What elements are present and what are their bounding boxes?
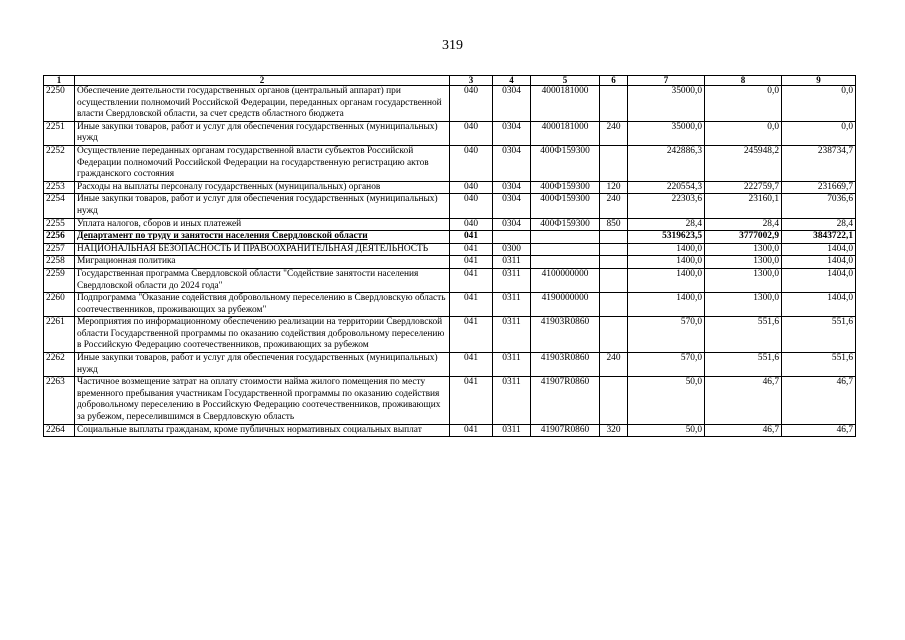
row-target-code: [531, 256, 600, 269]
row-amount-col9: 7036,6: [782, 194, 856, 218]
row-number: 2250: [44, 86, 75, 122]
row-target-code: 4190000000: [531, 293, 600, 317]
col-header: 2: [75, 76, 450, 86]
table-row: [44, 231, 856, 244]
row-grbs-code: 040: [450, 181, 493, 194]
row-section-code: 0311: [493, 353, 531, 377]
table-row: [44, 181, 856, 194]
col-header: 9: [782, 76, 856, 86]
row-grbs-code: 041: [450, 256, 493, 269]
row-expense-type-code: [600, 268, 628, 292]
row-amount-col7: 5319623,5: [628, 231, 705, 244]
row-number: 2253: [44, 181, 75, 194]
row-name: Государственная программа Свердловской области "Содействие занятости населения Свердловской области до 2024 года": [75, 268, 450, 292]
row-section-code: [493, 231, 531, 244]
table-row: [44, 145, 856, 181]
row-amount-col8: 46,7: [705, 424, 782, 437]
col-header: 1: [44, 76, 75, 86]
row-grbs-code: 041: [450, 424, 493, 437]
row-target-code: 4000181000: [531, 121, 600, 145]
row-target-code: 41907R0860: [531, 424, 600, 437]
table-row: [44, 218, 856, 231]
row-amount-col9: 231669,7: [782, 181, 856, 194]
col-header: 5: [531, 76, 600, 86]
row-grbs-code: 041: [450, 317, 493, 353]
row-amount-col8: 3777002,9: [705, 231, 782, 244]
row-expense-type-code: 320: [600, 424, 628, 437]
row-amount-col7: 570,0: [628, 317, 705, 353]
row-number: 2259: [44, 268, 75, 292]
row-amount-col7: 50,0: [628, 424, 705, 437]
row-number: 2256: [44, 231, 75, 244]
row-name: Подпрограмма "Оказание содействия добровольному переселению в Свердловскую область соотечественников, проживающих за рубежом": [75, 293, 450, 317]
header-row: [44, 76, 856, 86]
row-amount-col7: 22303,6: [628, 194, 705, 218]
row-grbs-code: 040: [450, 194, 493, 218]
row-amount-col9: 1404,0: [782, 268, 856, 292]
row-number: 2261: [44, 317, 75, 353]
row-amount-col8: 222759,7: [705, 181, 782, 194]
table-row: [44, 353, 856, 377]
row-number: 2254: [44, 194, 75, 218]
row-expense-type-code: 240: [600, 353, 628, 377]
row-amount-col9: 0,0: [782, 121, 856, 145]
row-grbs-code: 040: [450, 86, 493, 122]
row-amount-col9: 0,0: [782, 86, 856, 122]
row-amount-col8: 1300,0: [705, 268, 782, 292]
row-target-code: 400Ф159300: [531, 181, 600, 194]
row-section-code: 0300: [493, 243, 531, 256]
row-name: Департамент по труду и занятости населения Свердловской области: [75, 231, 450, 244]
table-row: [44, 256, 856, 269]
col-header: 7: [628, 76, 705, 86]
row-amount-col7: 220554,3: [628, 181, 705, 194]
row-amount-col9: 28,4: [782, 218, 856, 231]
row-expense-type-code: 240: [600, 121, 628, 145]
row-number: 2263: [44, 377, 75, 424]
row-expense-type-code: 240: [600, 194, 628, 218]
row-target-code: 4100000000: [531, 268, 600, 292]
row-expense-type-code: [600, 231, 628, 244]
row-section-code: 0311: [493, 293, 531, 317]
row-expense-type-code: [600, 86, 628, 122]
row-grbs-code: 041: [450, 377, 493, 424]
row-amount-col9: 1404,0: [782, 256, 856, 269]
row-grbs-code: 040: [450, 121, 493, 145]
table-row: [44, 293, 856, 317]
budget-table: [43, 75, 856, 437]
row-amount-col7: 35000,0: [628, 121, 705, 145]
row-amount-col7: 28,4: [628, 218, 705, 231]
row-section-code: 0311: [493, 268, 531, 292]
row-amount-col8: 1300,0: [705, 256, 782, 269]
table-row: [44, 268, 856, 292]
page-number: 319: [442, 38, 463, 53]
col-header: 8: [705, 76, 782, 86]
row-name: Осуществление переданных органам государственной власти субъектов Российской Федерации полномочий Российской Федерации на государственную регистрацию актов гражданского состояния: [75, 145, 450, 181]
row-name: Миграционная политика: [75, 256, 450, 269]
row-expense-type-code: [600, 317, 628, 353]
row-amount-col7: 35000,0: [628, 86, 705, 122]
col-header: 4: [493, 76, 531, 86]
row-section-code: 0311: [493, 256, 531, 269]
row-number: 2257: [44, 243, 75, 256]
row-expense-type-code: [600, 256, 628, 269]
table-row: [44, 86, 856, 122]
row-target-code: 41903R0860: [531, 317, 600, 353]
row-amount-col8: 46,7: [705, 377, 782, 424]
row-amount-col9: 46,7: [782, 424, 856, 437]
row-amount-col9: 46,7: [782, 377, 856, 424]
row-section-code: 0304: [493, 86, 531, 122]
row-grbs-code: 041: [450, 293, 493, 317]
row-amount-col8: 1300,0: [705, 243, 782, 256]
row-grbs-code: 041: [450, 243, 493, 256]
row-amount-col9: 238734,7: [782, 145, 856, 181]
row-target-code: 41903R0860: [531, 353, 600, 377]
col-header: 6: [600, 76, 628, 86]
row-amount-col7: 1400,0: [628, 268, 705, 292]
row-number: 2264: [44, 424, 75, 437]
row-grbs-code: 041: [450, 353, 493, 377]
row-section-code: 0304: [493, 145, 531, 181]
row-expense-type-code: [600, 293, 628, 317]
table-row: [44, 243, 856, 256]
row-section-code: 0304: [493, 181, 531, 194]
row-target-code: 400Ф159300: [531, 218, 600, 231]
row-expense-type-code: [600, 377, 628, 424]
row-number: 2258: [44, 256, 75, 269]
row-amount-col9: 1404,0: [782, 243, 856, 256]
row-amount-col8: 245948,2: [705, 145, 782, 181]
row-name: Расходы на выплаты персоналу государственных (муниципальных) органов: [75, 181, 450, 194]
row-section-code: 0311: [493, 377, 531, 424]
table-row: [44, 121, 856, 145]
row-grbs-code: 041: [450, 231, 493, 244]
row-amount-col7: 1400,0: [628, 256, 705, 269]
row-amount-col8: 551,6: [705, 317, 782, 353]
row-section-code: 0304: [493, 194, 531, 218]
row-amount-col9: 1404,0: [782, 293, 856, 317]
col-header: 3: [450, 76, 493, 86]
row-number: 2262: [44, 353, 75, 377]
row-name: Иные закупки товаров, работ и услуг для обеспечения государственных (муниципальных) нужд: [75, 353, 450, 377]
row-number: 2255: [44, 218, 75, 231]
row-name: Иные закупки товаров, работ и услуг для обеспечения государственных (муниципальных) нужд: [75, 121, 450, 145]
table-row: [44, 317, 856, 353]
row-number: 2252: [44, 145, 75, 181]
row-target-code: [531, 231, 600, 244]
row-amount-col7: 1400,0: [628, 293, 705, 317]
row-expense-type-code: 850: [600, 218, 628, 231]
row-grbs-code: 041: [450, 268, 493, 292]
row-amount-col7: 242886,3: [628, 145, 705, 181]
row-name: Частичное возмещение затрат на оплату стоимости найма жилого помещения по месту временного пребывания участникам Государственной программы по оказанию содействия добровольному переселению в Российскую Федерацию соотечественников, проживающих за рубежом, переселившимся в Свердловскую область: [75, 377, 450, 424]
row-target-code: 400Ф159300: [531, 194, 600, 218]
row-amount-col9: 3843722,1: [782, 231, 856, 244]
row-amount-col8: 28,4: [705, 218, 782, 231]
row-amount-col8: 0,0: [705, 86, 782, 122]
row-amount-col7: 1400,0: [628, 243, 705, 256]
row-amount-col8: 23160,1: [705, 194, 782, 218]
row-target-code: 41907R0860: [531, 377, 600, 424]
row-amount-col9: 551,6: [782, 353, 856, 377]
row-target-code: 4000181000: [531, 86, 600, 122]
table-row: [44, 194, 856, 218]
row-expense-type-code: 120: [600, 181, 628, 194]
row-amount-col7: 570,0: [628, 353, 705, 377]
row-name: Обеспечение деятельности государственных органов (центральный аппарат) при осуществлении полномочий Российской Федерации, переданных органам государственной власти Свердловской области, за счет средств областного бюджета: [75, 86, 450, 122]
row-grbs-code: 040: [450, 145, 493, 181]
row-amount-col9: 551,6: [782, 317, 856, 353]
row-section-code: 0304: [493, 121, 531, 145]
row-expense-type-code: [600, 145, 628, 181]
row-target-code: [531, 243, 600, 256]
row-amount-col8: 1300,0: [705, 293, 782, 317]
row-amount-col8: 551,6: [705, 353, 782, 377]
row-name: Уплата налогов, сборов и иных платежей: [75, 218, 450, 231]
row-number: 2260: [44, 293, 75, 317]
row-section-code: 0304: [493, 218, 531, 231]
row-target-code: 400Ф159300: [531, 145, 600, 181]
row-expense-type-code: [600, 243, 628, 256]
row-name: Иные закупки товаров, работ и услуг для обеспечения государственных (муниципальных) нужд: [75, 194, 450, 218]
row-name: Социальные выплаты гражданам, кроме публичных нормативных социальных выплат: [75, 424, 450, 437]
row-section-code: 0311: [493, 317, 531, 353]
row-amount-col8: 0,0: [705, 121, 782, 145]
row-number: 2251: [44, 121, 75, 145]
row-section-code: 0311: [493, 424, 531, 437]
row-grbs-code: 040: [450, 218, 493, 231]
table-row: [44, 377, 856, 424]
table-row: [44, 424, 856, 437]
row-amount-col7: 50,0: [628, 377, 705, 424]
row-name: Мероприятия по информационному обеспечению реализации на территории Свердловской области Государственной программы по оказанию содействия добровольному переселению в Российскую Федерацию соотечественников, проживающих за рубежом: [75, 317, 450, 353]
row-name: НАЦИОНАЛЬНАЯ БЕЗОПАСНОСТЬ И ПРАВООХРАНИТЕЛЬНАЯ ДЕЯТЕЛЬНОСТЬ: [75, 243, 450, 256]
